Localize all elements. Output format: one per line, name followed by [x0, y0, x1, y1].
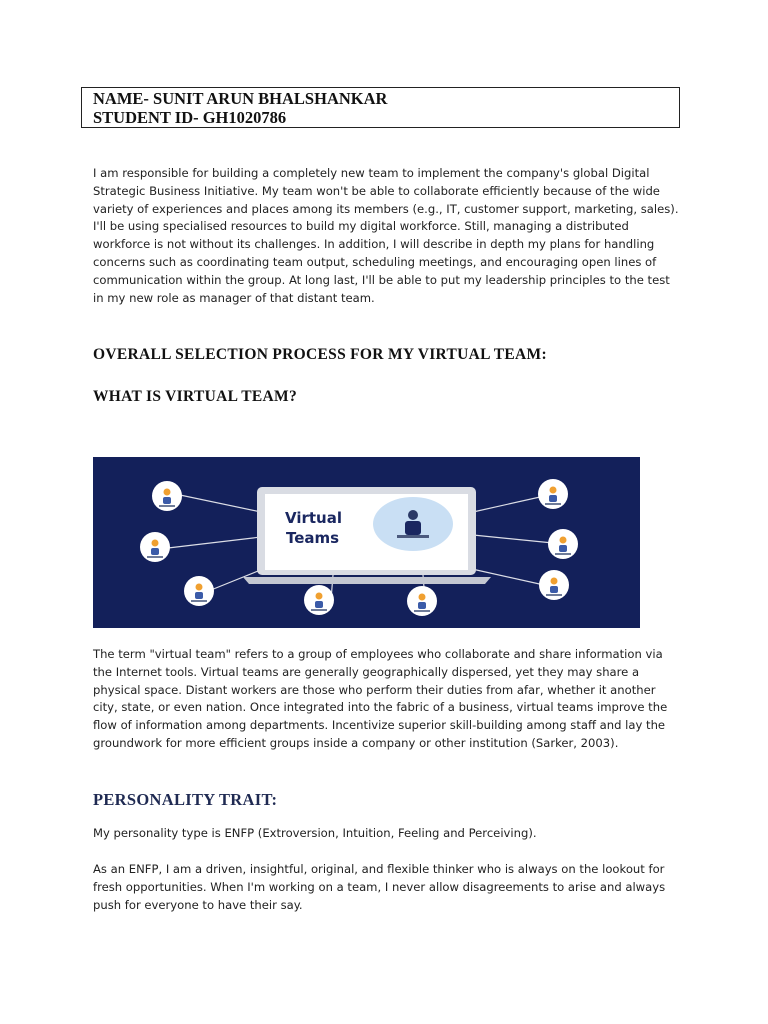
intro-paragraph: I am responsible for building a completely new team to implement the company's global Digital Strategic Business Initiative. My team won't be able to collaborate efficiently because of the wide variety of experiences and places among its members (e.g., IT, customer support, marketing, sales). I'll be using specialised resources to build my digital workforce. Still, managing a distributed workforce is not without its challenges. In addition, I will describe in depth my plans for handling concerns such as coordinating team output, scheduling meetings, and encouraging open lines of communication within the group. At long last, I'll be able to put my leadership principles to the test in my new role as manager of that distant team.: [93, 166, 679, 305]
virtual-team-paragraph: The term "virtual team" refers to a group of employees who collaborate and share information via the Internet tools. Virtual teams are generally geographically dispersed, yet they may share a physical space. Distant workers are those who perform their duties from afar, whether it another city, state, or even nation. Once integrated into the fabric of a business, virtual teams improve the flow of information among departments. Incentivize superior skill-building among staff and lay the groundwork for more efficient groups inside a company or other institution (Sarker, 2003).: [93, 647, 668, 750]
enfp-paragraph: As an ENFP, I am a driven, insightful, original, and flexible thinker who is always on the lookout for fresh opportunities. When I'm working on a team, I never allow disagreements to arise and always push for everyone to have their say.: [93, 862, 666, 912]
virtual-teams-illustration: [93, 457, 640, 628]
student-info-box: [81, 87, 680, 128]
laptop-icon: [243, 487, 491, 584]
heading-selection-process: OVERALL SELECTION PROCESS FOR MY VIRTUAL TEAM:: [93, 346, 547, 363]
student-id: STUDENT ID- GH1020786: [93, 108, 287, 127]
heading-personality-trait: PERSONALITY TRAIT:: [93, 790, 278, 809]
screen-title-line2: Teams: [286, 529, 340, 547]
person-at-desk-icon: [373, 497, 453, 551]
personality-type-paragraph: My personality type is ENFP (Extroversion, Intuition, Feeling and Perceiving).: [93, 826, 537, 840]
heading-what-is-virtual-team: WHAT IS VIRTUAL TEAM?: [93, 388, 298, 405]
screen-title-line1: Virtual: [285, 509, 342, 527]
student-name: NAME- SUNIT ARUN BHALSHANKAR: [93, 89, 388, 108]
